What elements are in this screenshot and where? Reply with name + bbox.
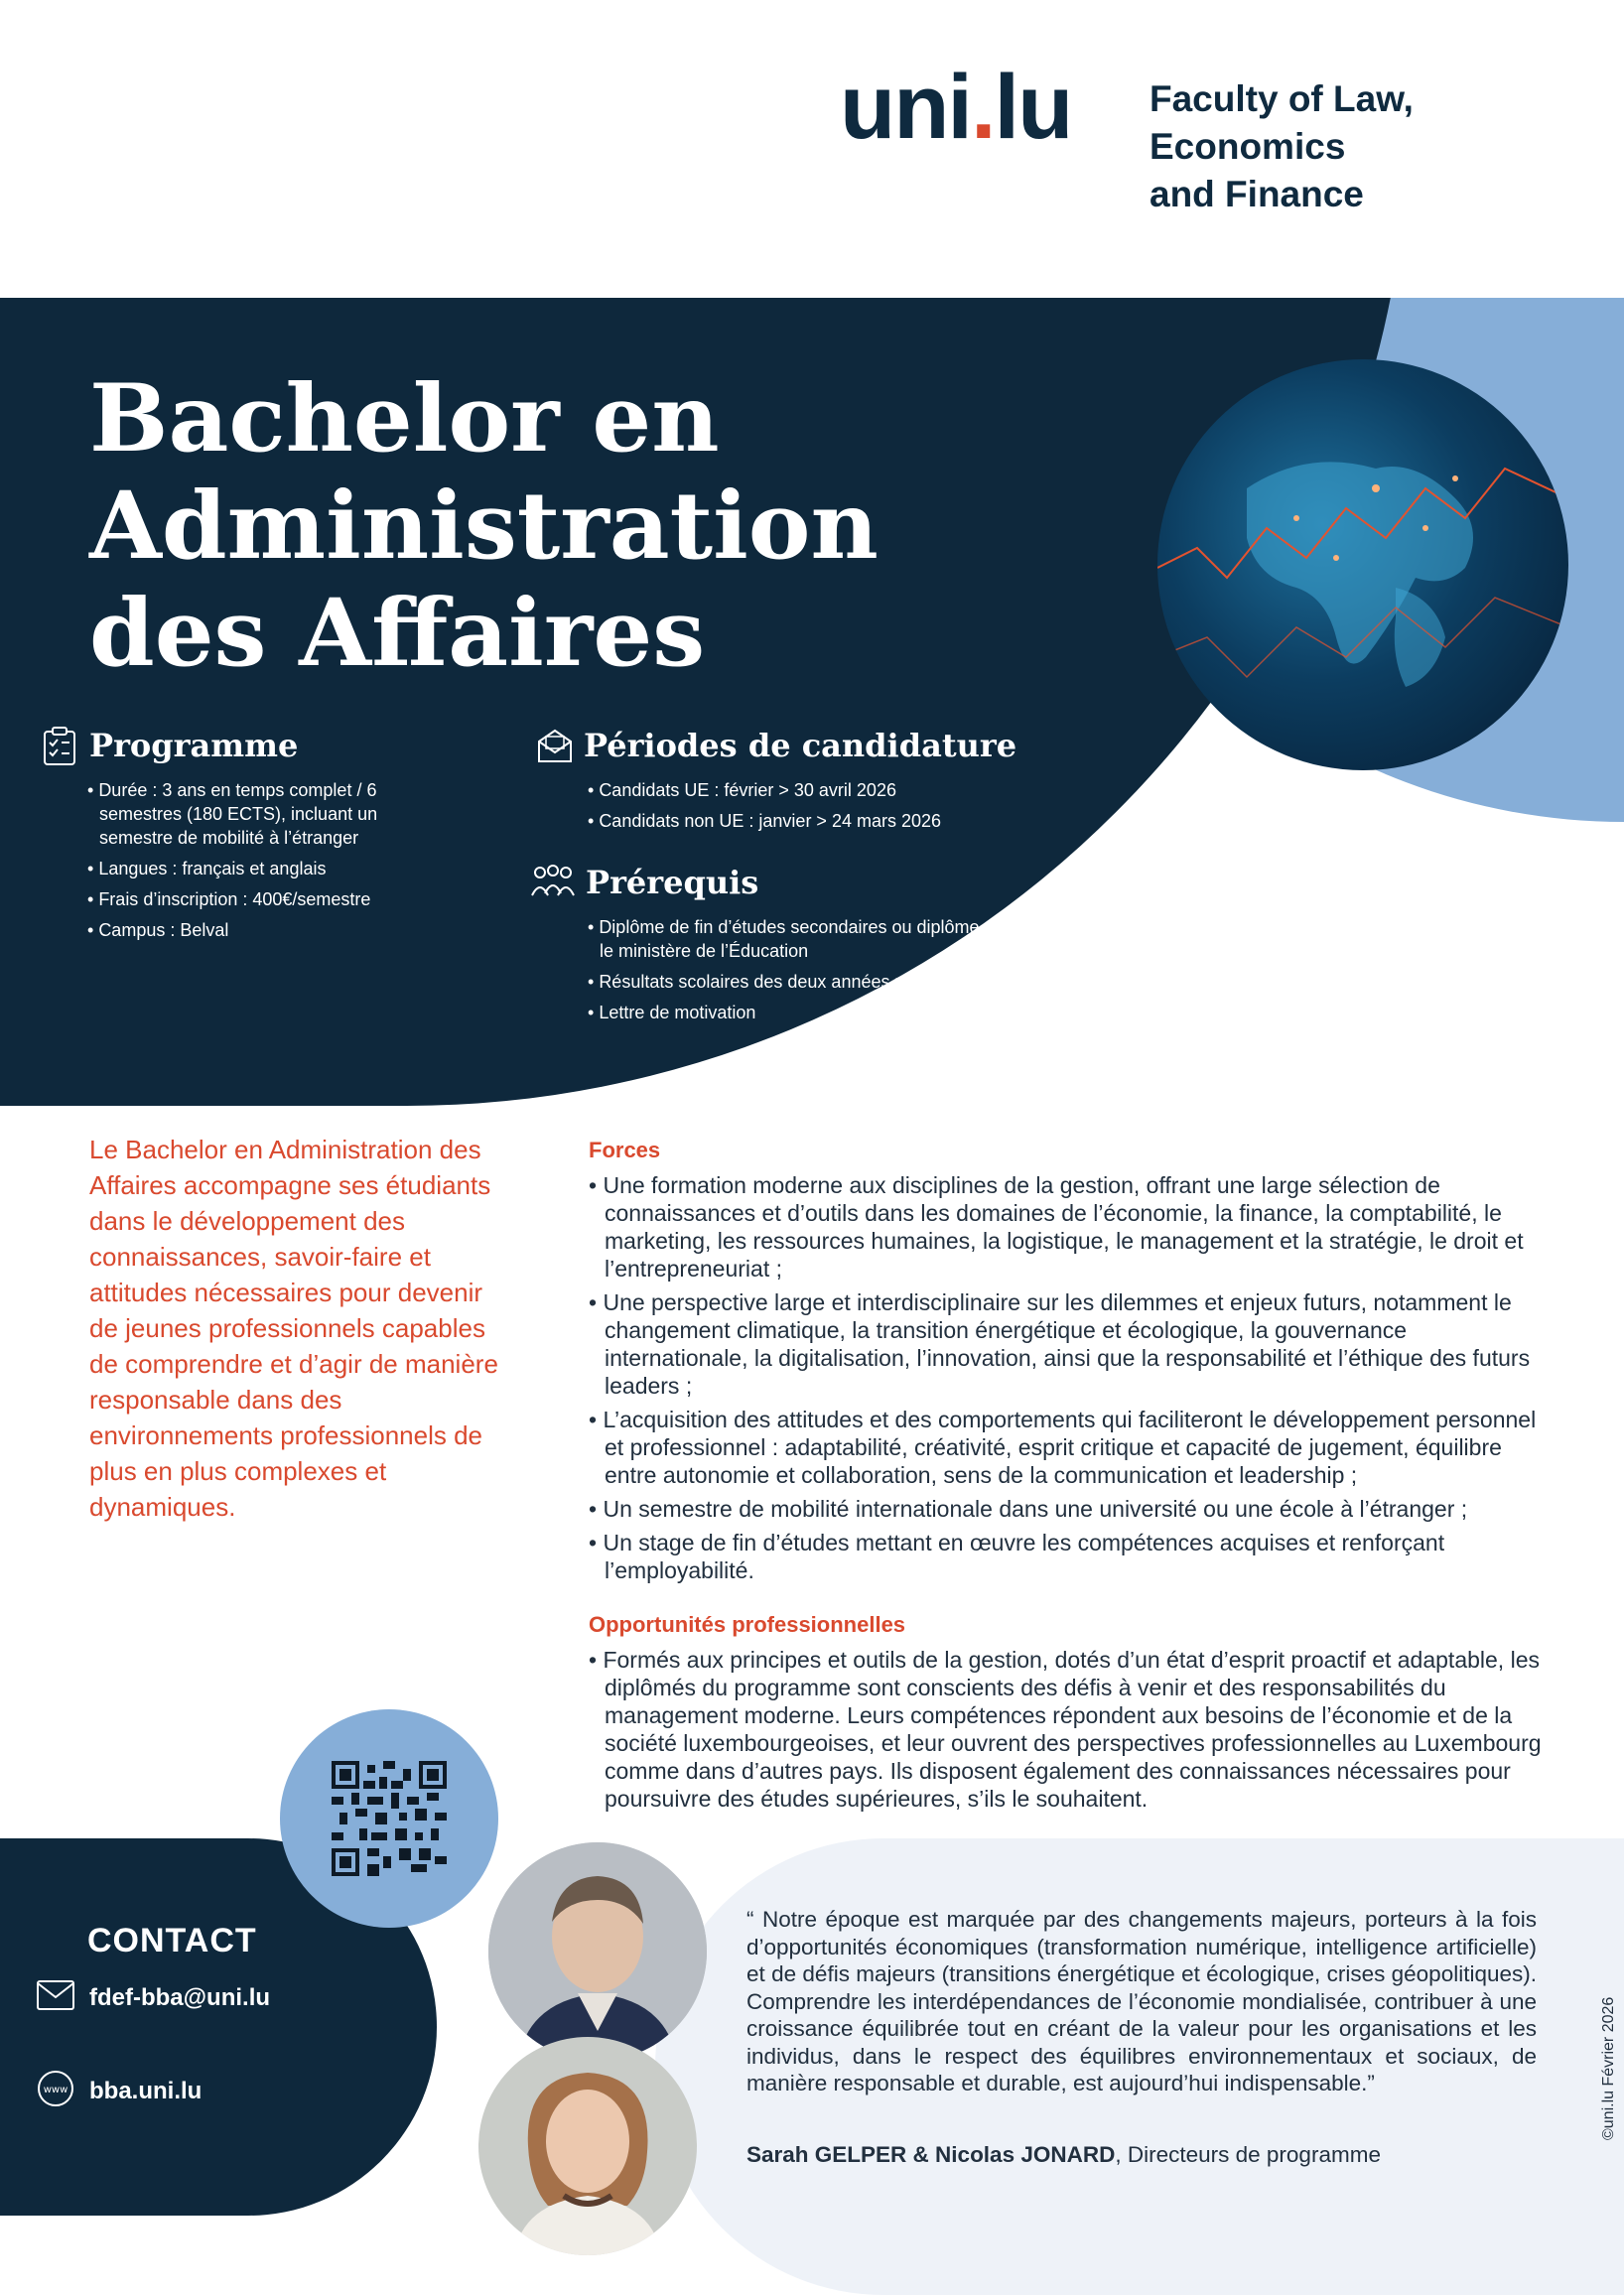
forces-heading: Forces: [589, 1138, 661, 1162]
forces-section: [589, 1138, 1542, 1590]
list-item: • Une perspective large et interdisciplinaire sur les dilemmes et enjeux futurs, notamment le changement climatique, la transition énergétique et écologique, la gouvernance internationale, la digitalisation, l’innovation, ainsi que la responsabilité et l’éthique des futurs leaders ;: [589, 1288, 1542, 1400]
programme-section: [42, 727, 395, 949]
quote-text: “ Notre époque est marquée par des changements majeurs, porteurs à la fois d’opportunités économiques (transformation numérique, intelligence artificielle) et de défis majeurs (transitions énergétique et écologique, crises géopolitiques). Comprendre les interdépendances de l’économie mondialisée, contribuer à une croissance équilibrée tout en créant de la valeur pour les organisations et les individus, dans le respect des équilibres environnementaux et sociaux, de manière responsable et durable, est aujourd’hui indispensable.”: [746, 1907, 1537, 2095]
page-title: [89, 365, 879, 687]
prereq-heading: Prérequis: [586, 864, 759, 901]
contact-email[interactable]: fdef-bba@uni.lu: [89, 1983, 271, 2011]
contact-email-row[interactable]: [36, 1979, 270, 2016]
globe-image: [1157, 359, 1568, 770]
list-item: • Un stage de fin d’études mettant en œuvre les compétences acquises et renforçant l’employabilité.: [589, 1529, 1542, 1584]
list-item: • Diplôme de fin d’études secondaires ou diplôme équivalent reconnu par le ministère de l’Éducation: [588, 915, 1183, 963]
periods-heading: Périodes de candidature: [584, 727, 1017, 764]
faculty-line: Faculty of Law,: [1150, 78, 1414, 119]
quote-attribution: [746, 2142, 1381, 2168]
list-item: • Frais d’inscription : 400€/semestre: [87, 887, 395, 911]
uni-lu-logo: uni.lu: [840, 57, 1072, 158]
faculty-line: Economics: [1150, 126, 1346, 167]
prereq-section: [530, 864, 1183, 1031]
envelope-icon: [536, 727, 574, 764]
list-item: • Durée : 3 ans en temps complet / 6 semestres (180 ECTS), incluant un semestre de mobilité à l’étranger: [87, 778, 395, 850]
contact-website[interactable]: bba.uni.lu: [89, 2077, 203, 2104]
qr-code-icon[interactable]: [332, 1761, 447, 1876]
contact-heading: CONTACT: [87, 1922, 257, 1959]
faculty-line: and Finance: [1150, 174, 1364, 214]
svg-text:www: www: [43, 2085, 68, 2095]
list-item: • L’acquisition des attitudes et des comportements qui faciliteront le développement personnel et professionnel : adaptabilité, créativité, esprit critique et capacité de jugement, équilibre entre autonomie et collaboration, sens de la communication et leadership ;: [589, 1406, 1542, 1489]
opportunities-heading: Opportunités professionnelles: [589, 1612, 906, 1637]
clipboard-icon: [42, 727, 79, 764]
programme-heading: Programme: [89, 727, 299, 764]
list-item: • Lettre de motivation: [588, 1001, 1183, 1024]
list-item: • Candidats non UE : janvier > 24 mars 2026: [588, 809, 1005, 833]
contact-website-row[interactable]: [36, 2069, 202, 2113]
mail-icon: [36, 1979, 75, 2016]
list-item: • Une formation moderne aux disciplines de la gestion, offrant une large sélection de connaissances et d’outils dans les domaines de l’économie, la finance, la comptabilité, le marketing, les ressources humaines, la logistique, le management et la stratégie, le droit et l’entrepreneuriat ;: [589, 1171, 1542, 1282]
list-item: • Un semestre de mobilité internationale dans une université ou une école à l’étranger ;: [589, 1495, 1542, 1523]
title-line: Bachelor en: [89, 364, 720, 473]
opportunities-text: • Formés aux principes et outils de la gestion, dotés d’un état d’esprit proactif et adaptable, les diplômés du programme sont conscients des défis à venir et des responsabilités du management moderne. Leurs compétences répondent aux besoins de l’économie et de la société luxembourgeoises, et leur ouvrent des perspectives professionnelles au Luxembourg comme dans d’autres pays. Ils disposent également des connaissances nécessaires pour poursuivre des études supérieures, s’ils le souhaitent.: [589, 1646, 1542, 1813]
list-item: • Résultats scolaires des deux années précédentes + l’année en cours: [588, 970, 1183, 994]
opportunities-section: [589, 1612, 1542, 1819]
people-icon: [530, 864, 576, 901]
intro-paragraph: Le Bachelor en Administration des Affaires accompagne ses étudiants dans le développement des connaissances, savoir-faire et attitudes nécessaires pour devenir de jeunes professionnels capables de comprendre et d’agir de manière responsable dans des environnements professionnels de plus en plus complexes et dynamiques.: [89, 1135, 498, 1522]
quote-role: , Directeurs de programme: [1115, 2142, 1381, 2167]
title-line: des Affaires: [89, 579, 706, 688]
www-icon: [36, 2069, 75, 2113]
list-item: • Campus : Belval: [87, 918, 395, 942]
photo-sarah-gelper: [478, 2037, 697, 2255]
title-line: Administration: [89, 472, 879, 581]
copyright: ©uni.lu Février 2026: [1600, 1996, 1617, 2140]
list-item: • Candidats UE : février > 30 avril 2026: [588, 778, 1005, 802]
photo-nicolas-jonard: [488, 1842, 707, 2061]
periods-section: [536, 727, 1016, 840]
quote-authors: Sarah GELPER & Nicolas JONARD: [746, 2142, 1116, 2167]
list-item: • Langues : français et anglais: [87, 857, 395, 880]
faculty-name: [1150, 75, 1414, 218]
